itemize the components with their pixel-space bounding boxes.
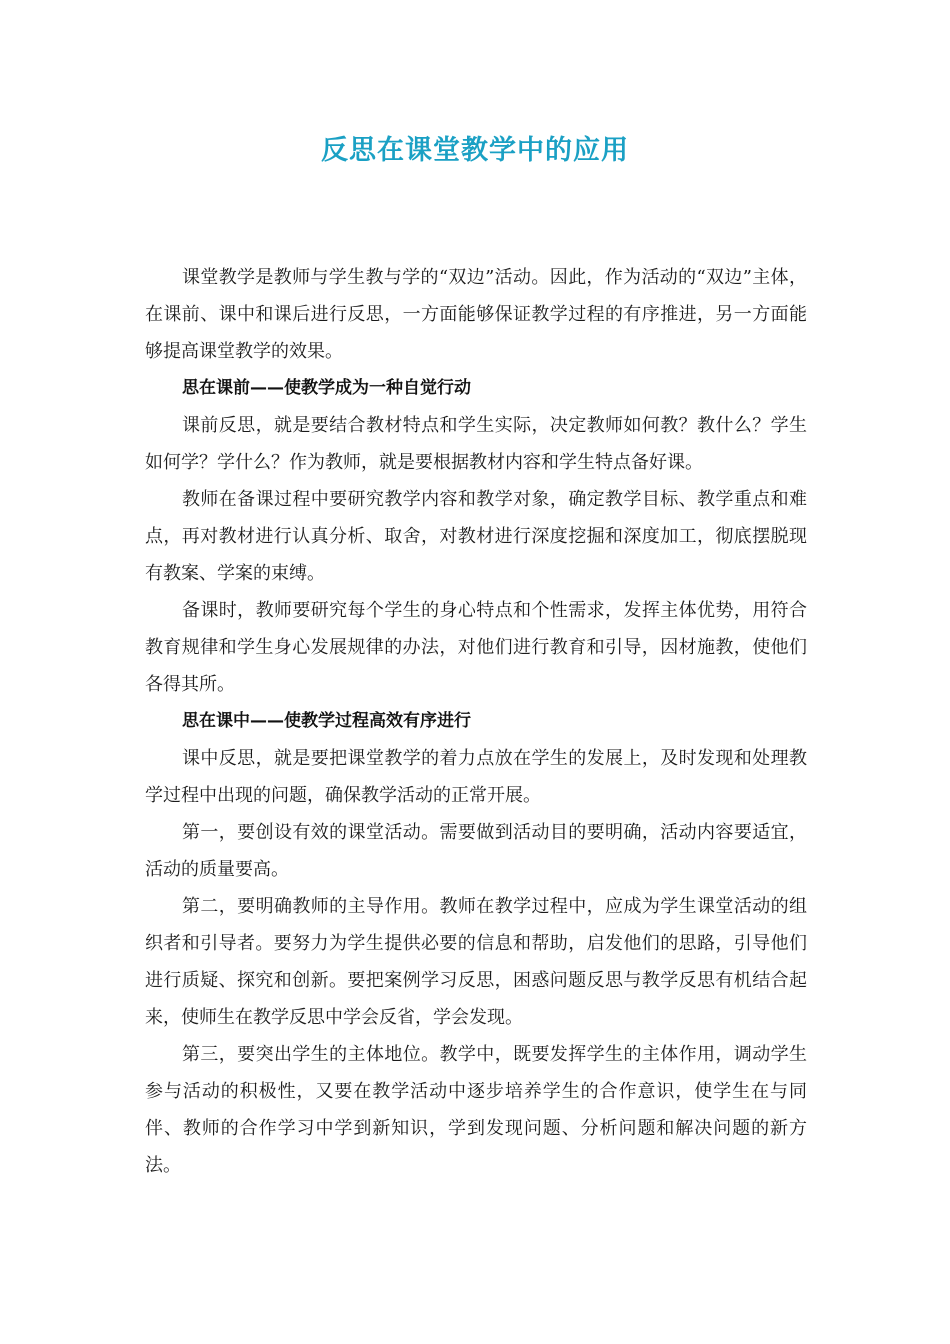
paragraph-intro: 课堂教学是教师与学生教与学的“双边”活动。因此，作为活动的“双边”主体，在课前、课中和课后进行反思，一方面能够保证教学过程的有序推进，另一方面能够提高课堂教学的效果。: [145, 267, 807, 362]
document-title: 反思在课堂教学中的应用: [321, 135, 629, 166]
paragraph-point-one: 第一，要创设有效的课堂活动。需要做到活动目的要明确，活动内容要适宜，活动的质量要高。: [145, 822, 807, 880]
paragraph-before-class-reflection: 课前反思，就是要结合教材特点和学生实际，决定教师如何教？教什么？学生如何学？学什么？作为教师，就是要根据教材内容和学生特点备好课。: [145, 415, 807, 473]
paragraph-point-three: 第三，要突出学生的主体地位。教学中，既要发挥学生的主体作用，调动学生参与活动的积极性，又要在教学活动中逐步培养学生的合作意识，使学生在与同伴、教师的合作学习中学到新知识，学到发现问题、分析问题和解决问题的新方法。: [145, 1044, 807, 1176]
paragraph-during-class-reflection: 课中反思，就是要把课堂教学的着力点放在学生的发展上，及时发现和处理教学过程中出现的问题，确保教学活动的正常开展。: [145, 748, 807, 806]
paragraph-lesson-preparation: 教师在备课过程中要研究教学内容和教学对象，确定教学目标、教学重点和难点，再对教材进行认真分析、取舍，对教材进行深度挖掘和深度加工，彻底摆脱现有教案、学案的束缚。: [145, 489, 807, 584]
paragraph-student-needs: 备课时，教师要研究每个学生的身心特点和个性需求，发挥主体优势，用符合教育规律和学生身心发展规律的办法，对他们进行教育和引导，因材施教，使他们各得其所。: [145, 600, 807, 695]
section-heading-before-class: 思在课前——使教学成为一种自觉行动: [182, 378, 471, 398]
section-heading-during-class: 思在课中——使教学过程高效有序进行: [182, 711, 471, 731]
paragraph-point-two: 第二，要明确教师的主导作用。教师在教学过程中，应成为学生课堂活动的组织者和引导者。要努力为学生提供必要的信息和帮助，启发他们的思路，引导他们进行质疑、探究和创新。要把案例学习反思，困惑问题反思与教学反思有机结合起来，使师生在教学反思中学会反省，学会发现。: [145, 896, 807, 1028]
document-body: [145, 259, 807, 1184]
